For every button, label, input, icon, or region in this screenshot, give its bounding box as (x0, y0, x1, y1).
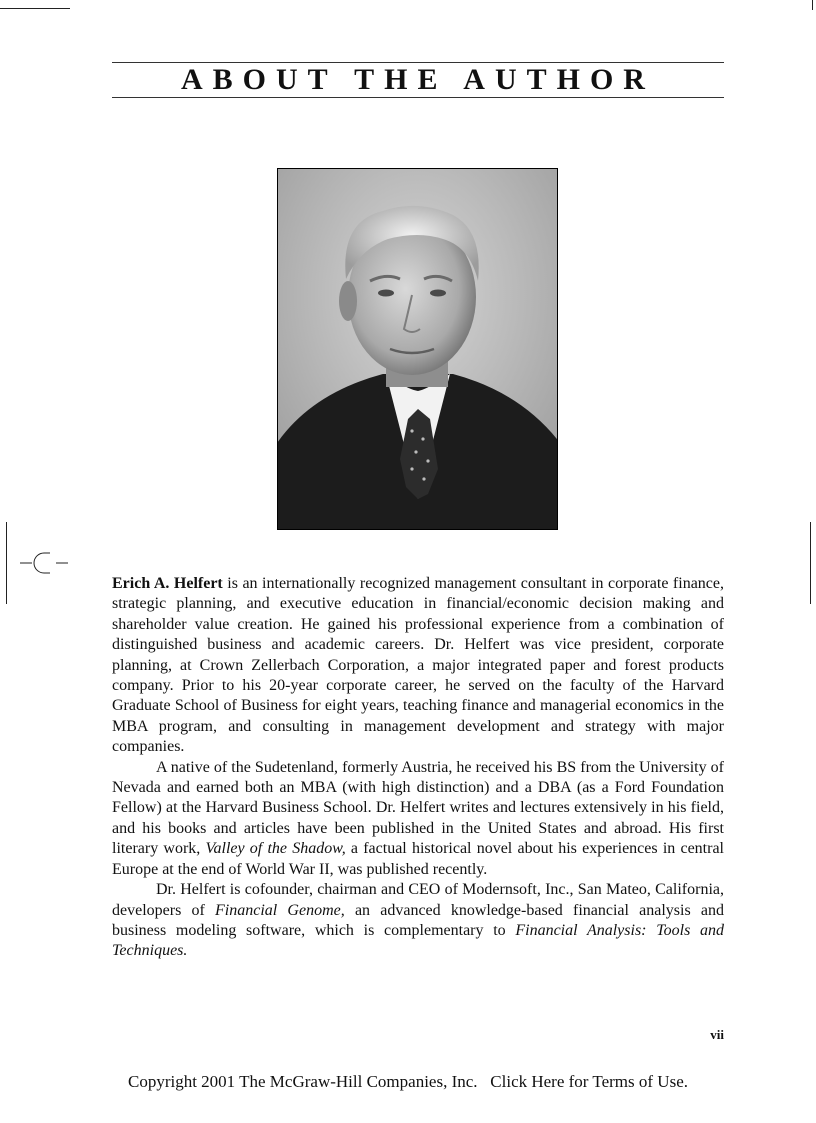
bio-paragraph-2-text-a: A native of the Sudetenland, formerly Austria, he received his BS from the University of Nevada and earned both an MBA (with high distinction) and a DBA (as a Ford Foundation Fellow) at the Harvard Business School. Dr. Helfert writes and lectures extensively in his field, and his books and articles have been published in the United States and abroad. His first literary work, (112, 758, 724, 858)
bio-paragraph-1-text: is an internationally recognized management consultant in corporate finance, strategic planning, and executive education in financial/economic decision making and shareholder value creation. He gained his professional experience from a combination of distinguished business and academic careers. Dr. Helfert was vice president, corporate planning, at Crown Zellerbach Corporation, a major integrated paper and forest products company. Prior to his 20-year corporate career, he served on the faculty of the Harvard Graduate School of Business for eight years, teaching finance and managerial economics in the MBA program, and consulting in management development and strategy with major companies. (112, 575, 724, 756)
page-title: ABOUT THE AUTHOR (181, 63, 655, 96)
portrait-image (278, 169, 557, 529)
author-biography (112, 574, 724, 962)
terms-of-use-link[interactable]: Click Here for Terms of Use. (490, 1072, 688, 1091)
crop-mark-top-right (812, 0, 813, 10)
footer (0, 1072, 816, 1092)
bio-paragraph-3-text-a: Dr. Helfert is cofounder, chairman and CEO of Modernsoft, Inc., San Mateo, California, developers of (112, 881, 724, 919)
bio-paragraph-2-text-b: a factual historical novel about his experiences in central Europe at the end of World War II, was published recently. (112, 840, 724, 878)
crop-mark-top-left (0, 8, 70, 9)
crop-mark-left (6, 522, 7, 604)
crop-mark-right (810, 522, 811, 604)
book-title-financial-analysis: Financial Analysis: Tools and Techniques. (112, 921, 724, 960)
copyright-text: Copyright 2001 The McGraw-Hill Companies, Inc. (127, 1072, 478, 1091)
product-financial-genome: Financial Genome, (215, 901, 345, 919)
page-number: vii (710, 1027, 724, 1042)
bio-paragraph-3-text-b: an advanced knowledge-based financial analysis and business modeling software, which is complementary to (112, 901, 724, 939)
author-photo (277, 168, 558, 530)
bio-paragraph-2 (112, 758, 724, 880)
title-rule-bottom (112, 97, 724, 98)
author-name: Erich A. Helfert (112, 575, 223, 592)
bio-paragraph-1 (112, 574, 724, 758)
book-title-valley-of-the-shadow: Valley of the Shadow, (205, 840, 346, 858)
bio-paragraph-3 (112, 880, 724, 962)
registration-mark-icon (20, 548, 70, 578)
